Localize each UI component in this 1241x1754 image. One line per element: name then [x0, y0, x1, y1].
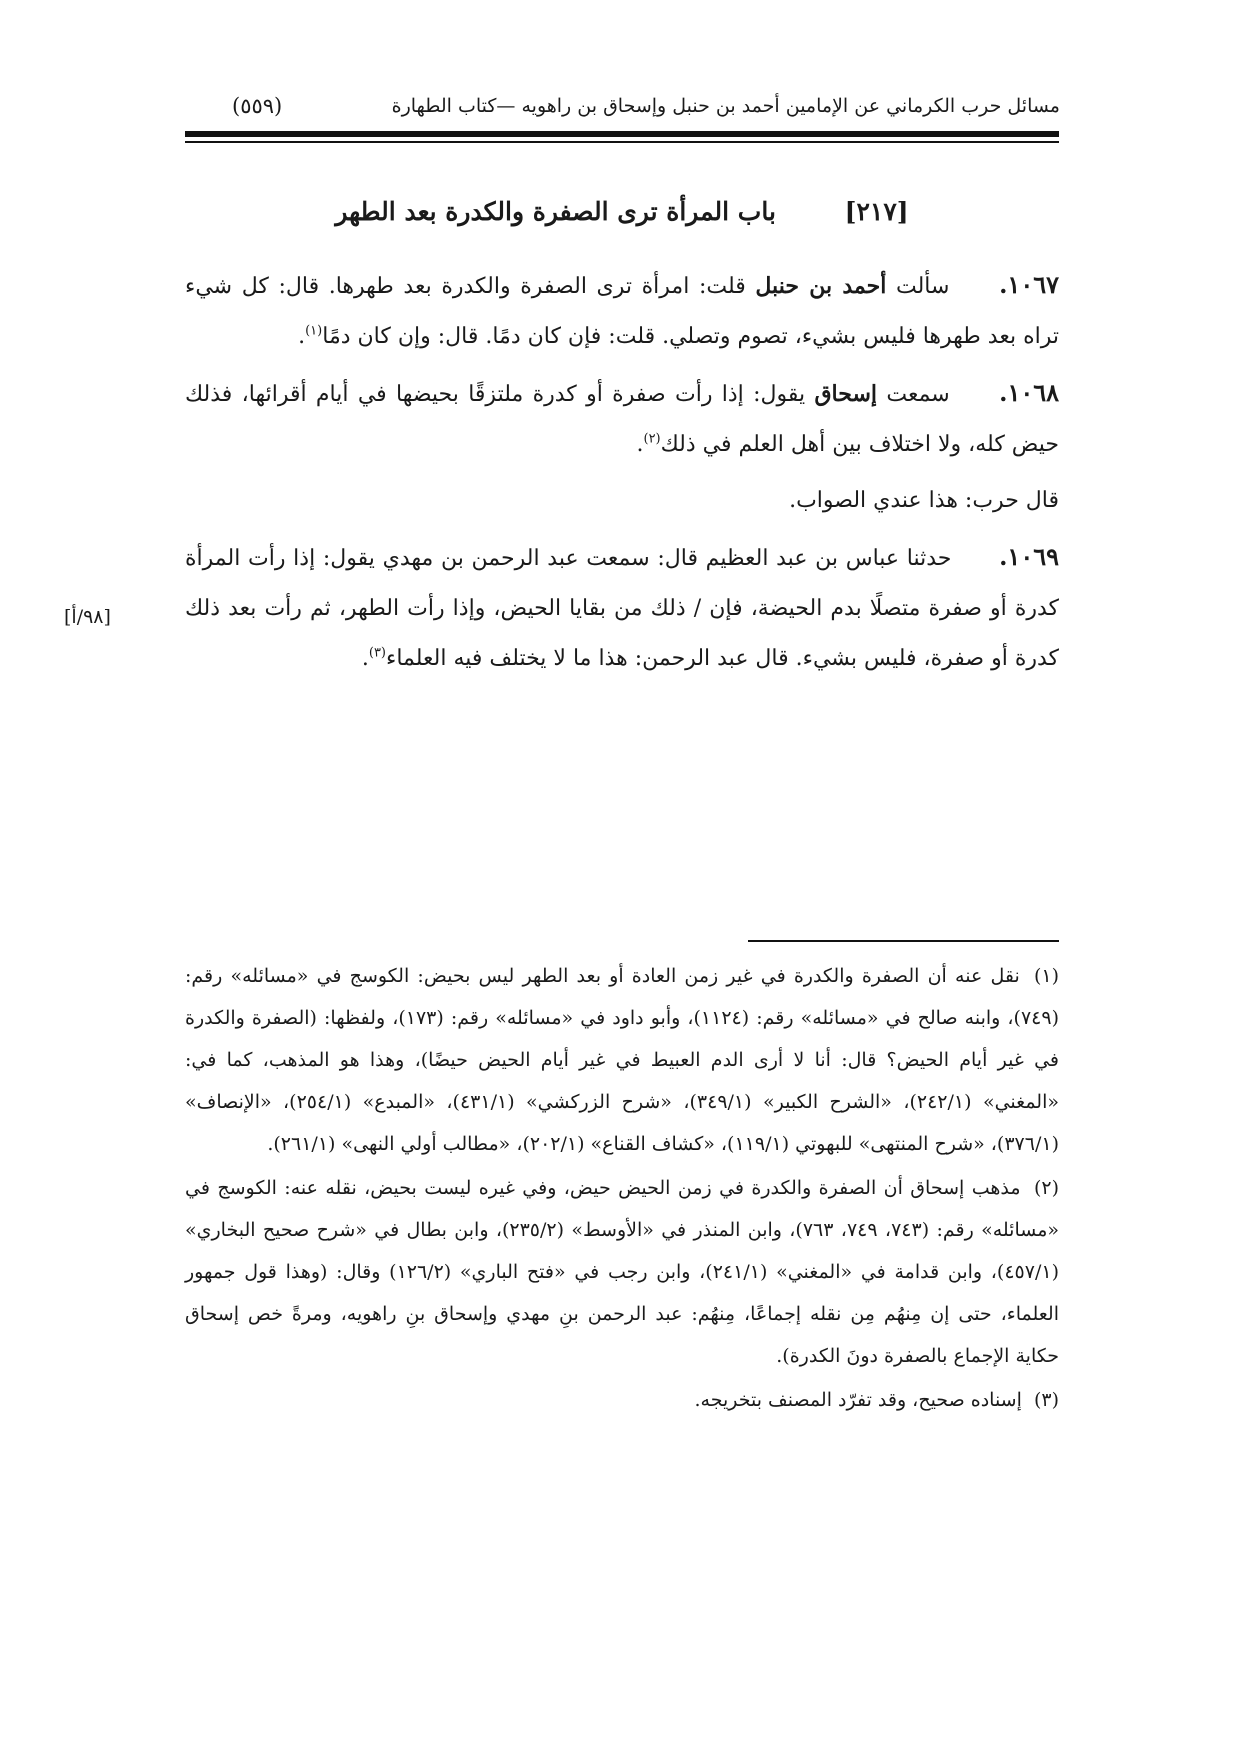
entry-1068 — [185, 368, 1059, 470]
footnote-ref: (٣) — [368, 645, 386, 661]
entry-text: حدثنا عباس بن عبد العظيم قال: سمعت عبد الرحمن بن مهدي يقول: إذا رأت المرأة كدرة أو صفرة متصلًا بدم الحيضة، فإن / ذلك من بقايا الحيض، وإذا رأت الطهر، ثم رأت بعد ذلك كدرة أو صفرة، فليس بشيء. قال عبد الرحمن: هذا ما لا يختلف فيه العلماء — [185, 546, 1059, 671]
entry-number: ١٠٦٨. — [999, 378, 1059, 407]
entry-text: قلت: امرأة ترى الصفرة والكدرة بعد طهرها. قال: كل شيء تراه بعد طهرها فليس بشيء، تصوم وتصلي. قلت: فإن كان دمًا. قال: وإن كان دمًا — [185, 274, 1059, 349]
footnote-1 — [185, 955, 1059, 1165]
entry-lead: سألت — [895, 274, 950, 299]
footnote-ref: (٢) — [643, 431, 661, 447]
footnote-text: نقل عنه أن الصفرة والكدرة في غير زمن العادة أو بعد الطهر ليس بحيض: الكوسج في «مسائله» رقم: (٧٤٩)، وابنه صالح في «مسائله» رقم: (١١٢٤)، وأبو داود في «مسائله» رقم: (١٧٣)، ولفظها: (الصفرة والكدرة في غير أيام الحيض؟ قال: أنا لا أرى الدم العبيط في غير أيام الحيض حيضًا)، وهذا هو المذهب، كما في: «المغني» (٢٤٢/١)، «الشرح الكبير» (٣٤٩/١)، «شرح الزركشي» (٤٣١/١)، «المبدع» (٢٥٤/١)، «الإنصاف» (٣٧٦/١)، «شرح المنتهى» للبهوتي (١١٩/١)، «كشاف القناع» (٢٠٢/١)، «مطالب أولي النهى» (٢٦١/١). — [185, 965, 1060, 1155]
entry-end: . — [636, 432, 644, 457]
chapter-heading — [185, 192, 1059, 232]
footnote-2 — [185, 1167, 1059, 1377]
header-rule-thin — [185, 141, 1059, 143]
narrator-name: إسحاق — [814, 381, 878, 407]
entry-text: يقول: إذا رأت صفرة أو كدرة ملتزقًا بحيضها في أيام أقرائها، فذلك حيض كله، ولا اختلاف بين أهل العلم في ذلك — [185, 382, 1059, 457]
footnote-number: (٢) — [1033, 1177, 1060, 1199]
header-rule-thick — [185, 131, 1059, 137]
entry-end: . — [361, 646, 369, 671]
footnote-3 — [185, 1379, 1059, 1421]
footnote-separator — [748, 940, 1059, 942]
harb-note: قال حرب: هذا عندي الصواب. — [789, 488, 1059, 513]
running-title: مسائل حرب الكرماني عن الإمامين أحمد بن حنبل وإسحاق بن راهويه —كتاب الطهارة — [391, 95, 1060, 117]
entry-end: . — [298, 324, 306, 349]
footnotes — [185, 955, 1059, 1423]
running-header — [232, 88, 1060, 124]
entry-lead: سمعت — [886, 382, 950, 407]
footnote-text: مذهب إسحاق أن الصفرة والكدرة في زمن الحيض حيض، وفي غيره ليست بحيض، نقله عنه: الكوسج في «مسائله» رقم: (٧٤٣، ٧٤٩، ٧٦٣)، وابن المنذر في «الأوسط» (٢٣٥/٢)، وابن بطال في «شرح صحيح البخاري» (٤٥٧/١)، وابن قدامة في «المغني» (٢٤١/١)، وابن رجب في «فتح الباري» (١٢٦/٢) وقال: (وهذا قول جمهور العلماء، حتى إن مِنهُم مِن نقله إجماعًا، مِنهُم: عبد الرحمن بنِ مهدي وإسحاق بنِ راهويه، ومرةً خص إسحاق حكاية الإجماع بالصفرة دونَ الكدرة). — [185, 1177, 1060, 1367]
entry-number: ١٠٦٩. — [999, 542, 1059, 571]
manuscript-folio-ref: [٩٨/أ] — [64, 606, 111, 628]
footnote-number: (٣) — [1033, 1389, 1059, 1411]
main-text — [185, 260, 1059, 690]
page-number: (٥٥٩) — [232, 94, 283, 118]
chapter-title: باب المرأة ترى الصفرة والكدرة بعد الطهر — [335, 197, 776, 226]
entry-1069 — [185, 532, 1059, 684]
narrator-name: أحمد بن حنبل — [755, 273, 887, 299]
entry-1067 — [185, 260, 1059, 362]
entry-number: ١٠٦٧. — [999, 270, 1059, 299]
footnote-number: (١) — [1033, 965, 1059, 987]
chapter-number: [٢١٧] — [844, 197, 909, 226]
footnote-text: إسناده صحيح، وقد تفرّد المصنف بتخريجه. — [694, 1389, 1022, 1411]
footnote-ref: (١) — [305, 323, 323, 339]
